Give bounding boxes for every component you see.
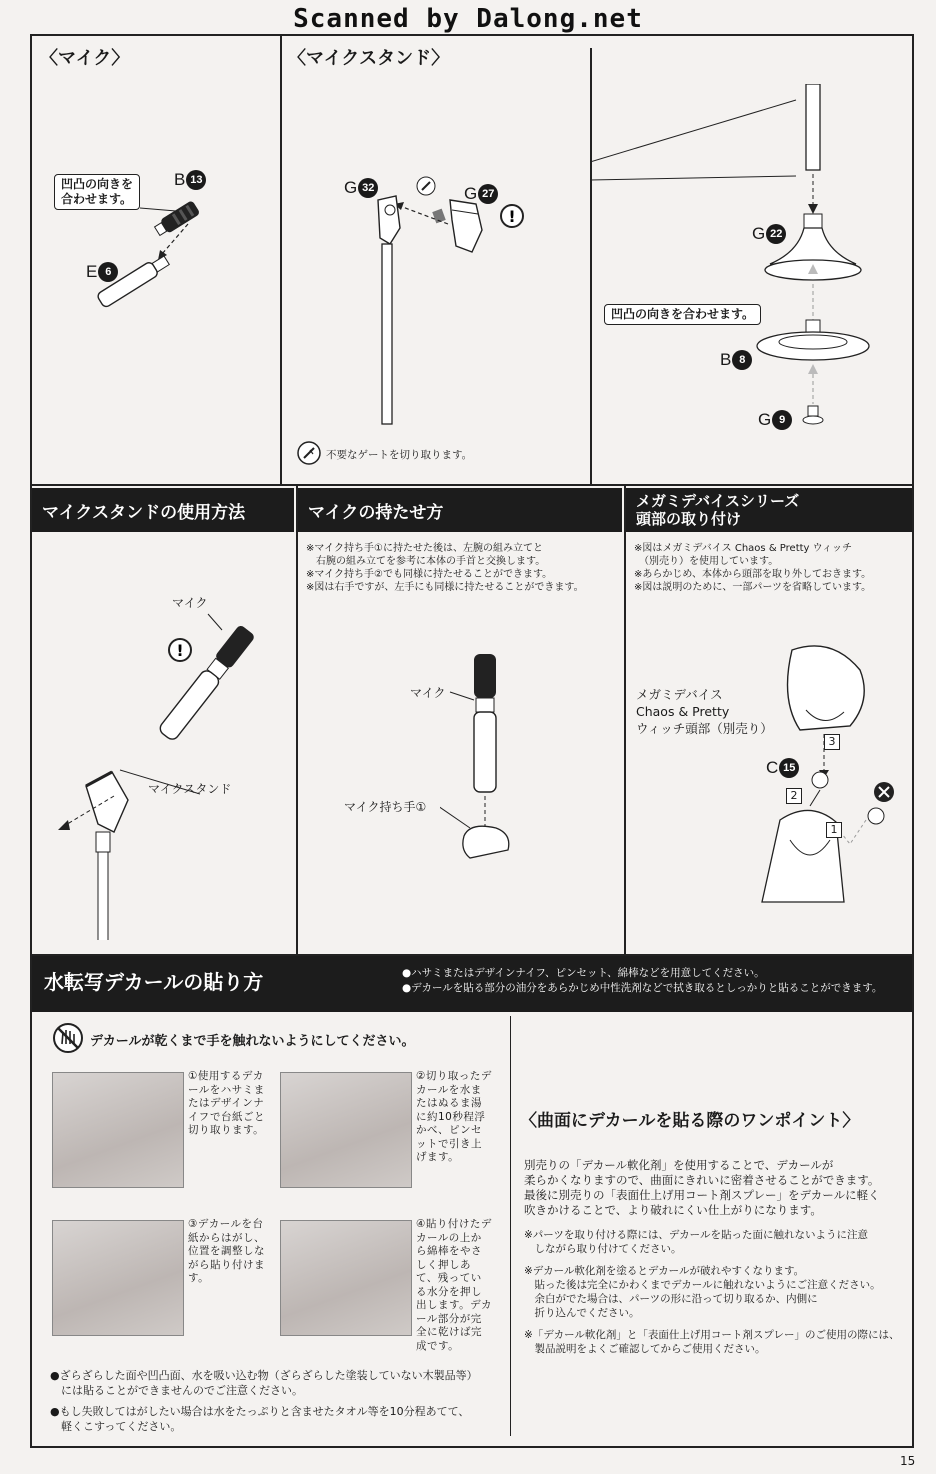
mic-assembly-illustration — [80, 170, 260, 340]
step3-text: ③デカールを台紙からはがし、位置を調整しながら貼り付けます。 — [188, 1218, 265, 1284]
curved-body-1: 別売りの「デカール軟化剤」を使用することで、デカールが — [524, 1158, 834, 1172]
step3-photo — [52, 1220, 184, 1336]
gate-note: 不要なゲートを切り取ります。 — [326, 449, 473, 461]
part-g32-label: G 32 — [344, 178, 378, 198]
holding-note-4: ※図は右手ですが、左手にも同様に持たせることができます。 — [306, 582, 584, 593]
head-notes — [634, 542, 871, 594]
holding-notes — [306, 542, 584, 594]
curved-note-7: ※「デカール軟化剤」と「表面仕上げ用コート剤スプレー」のご使用の際には、 — [524, 1329, 900, 1341]
curved-note-5: 余白がでた場合は、パーツの形に沿って切り取るか、内側に — [524, 1293, 818, 1305]
curved-note-4: 貼った後は完全にかわくまでデカールに触れないようにご注意ください。 — [524, 1279, 881, 1291]
mic-stand-illustration — [360, 170, 540, 430]
decal-intro — [402, 966, 882, 996]
svg-text:!: ! — [176, 641, 184, 660]
head-note-2: （別売り）を使用しています。 — [634, 556, 779, 567]
holding-note-3: ※マイク持ち手②でも同様に持たせることができます。 — [306, 569, 553, 580]
decal-intro-2: ●デカールを貼る部分の油分をあらかじめ中性洗剤などで拭き取るとしっかりと貼ることができます。 — [402, 982, 883, 994]
curved-note-3: ※デカール軟化剤を塗るとデカールが破れやすくなります。 — [524, 1265, 805, 1277]
divider — [510, 1016, 511, 1436]
head-header — [626, 488, 912, 532]
part-b13-label: B 13 — [174, 170, 206, 190]
part-g22-label: G 22 — [752, 224, 786, 244]
curved-body-2: 柔らかくなりますので、曲面にきれいに密着させることができます。 — [524, 1173, 880, 1187]
step2-photo — [280, 1072, 412, 1188]
head-label-line3: ウィッチ頭部（別売り） — [636, 721, 773, 736]
curved-body-4: 吹きかけることで、より破れにくい仕上がりになります。 — [524, 1203, 822, 1217]
usage-header: マイクスタンドの使用方法 — [32, 488, 294, 532]
holding-hand-label: マイク持ち手① — [344, 800, 427, 814]
part-g9-label: G 9 — [758, 410, 792, 430]
no-touch-icon — [52, 1022, 84, 1054]
mic-title: 〈マイク〉 — [40, 48, 130, 69]
usage-stand-label: マイクスタンド — [148, 782, 232, 796]
decal-bottom-note-1: ●ざらざらした面や凹凸面、水を吸い込む物（ざらざらした塗装していない木製品等） — [50, 1369, 478, 1382]
part-c15-label: C 15 — [766, 758, 799, 778]
decal-bottom-notes — [50, 1368, 478, 1434]
page-number: 15 — [900, 1454, 916, 1468]
stand-base-callout: 凹凸の向きを合わせます。 — [604, 304, 761, 325]
head-illustration — [740, 640, 910, 910]
holding-note-2: 右腕の組み立てを参考に本体の手首と交換します。 — [306, 556, 546, 567]
head-note-1: ※図はメガミデバイス Chaos & Pretty ウィッチ — [634, 543, 853, 554]
step1-photo — [52, 1072, 184, 1188]
part-e6-label: E 6 — [86, 262, 118, 282]
decal-bottom-note-3: ●もし失敗してはがしたい場合は水をたっぷりと含ませたタオル等を10分程あてて、 — [50, 1405, 470, 1418]
head-note-4: ※図は説明のために、一部パーツを省略しています。 — [634, 582, 872, 593]
step1-text: ①使用するデカールをハサミまたはデザインナイフで台紙ごと切り取ります。 — [188, 1070, 265, 1136]
part-b8-label: B 8 — [720, 350, 752, 370]
scan-banner: Scanned by Dalong.net — [293, 4, 643, 34]
head-label-line1: メガミデバイス — [636, 687, 723, 702]
divider — [30, 484, 914, 486]
gate-cut-icon — [296, 440, 322, 466]
curved-body — [524, 1158, 880, 1218]
curved-title: 〈曲面にデカールを貼る際のワンポイント〉 — [520, 1111, 860, 1131]
head-step-3: 3 — [824, 730, 840, 750]
divider — [280, 34, 282, 484]
decal-title: 水転写デカールの貼り方 — [44, 970, 264, 994]
divider — [296, 486, 298, 954]
decal-intro-1: ●ハサミまたはデザインナイフ、ピンセット、綿棒などを用意してください。 — [402, 967, 765, 979]
head-step-1: 1 — [826, 818, 842, 838]
usage-mic-label: マイク — [172, 596, 208, 610]
head-header-line2: 頭部の取り付け — [636, 510, 742, 528]
head-header-line1: メガミデバイスシリーズ — [636, 492, 800, 510]
decal-warning: デカールが乾くまで手を触れないようにしてください。 — [90, 1034, 415, 1049]
curved-note-2: しながら取り付けてください。 — [524, 1243, 682, 1255]
curved-notes — [524, 1228, 899, 1356]
curved-body-3: 最後に別売りの「表面仕上げ用コート剤スプレー」をデカールに軽く — [524, 1188, 880, 1202]
holding-header: マイクの持たせ方 — [298, 488, 622, 532]
head-step-2: 2 — [786, 784, 802, 804]
usage-illustration — [50, 600, 280, 940]
curved-note-1: ※パーツを取り付ける際には、デカールを貼った面に触れないように注意 — [524, 1229, 868, 1241]
holding-note-1: ※マイク持ち手①に持たせた後は、左腕の組み立てと — [306, 543, 543, 554]
head-label-line2: Chaos & Pretty — [636, 704, 730, 719]
decal-bottom-note-2: には貼ることができませんのでご注意ください。 — [50, 1384, 303, 1397]
divider — [624, 486, 626, 954]
holding-mic-label: マイク — [410, 686, 446, 700]
stand-base-illustration — [740, 84, 890, 434]
curved-note-6: 折り込んでください。 — [524, 1307, 640, 1319]
mic-callout: 凹凸の向きを 合わせます。 — [54, 174, 140, 210]
mic-stand-title: 〈マイクスタンド〉 — [288, 48, 450, 69]
curved-note-8: 製品説明をよくご確認してからご使用ください。 — [524, 1343, 766, 1355]
head-note-3: ※あらかじめ、本体から頭部を取り外しておきます。 — [634, 569, 872, 580]
holding-illustration — [440, 640, 560, 870]
step4-photo — [280, 1220, 412, 1336]
step2-text: ②切り取ったデカールを水またはぬるま湯に約10秒程浮かべ、ピンセットで引き上げます。 — [416, 1070, 492, 1163]
decal-bottom-note-4: 軽くこすってください。 — [50, 1420, 182, 1433]
part-g27-label: G 27 — [464, 184, 498, 204]
svg-text:!: ! — [508, 207, 516, 226]
step4-text: ④貼り付けたデカールの上から綿棒をやさしく押しあて、残っている水分を押し出します。デカール部分が完全に乾けば完成です。 — [416, 1218, 492, 1352]
